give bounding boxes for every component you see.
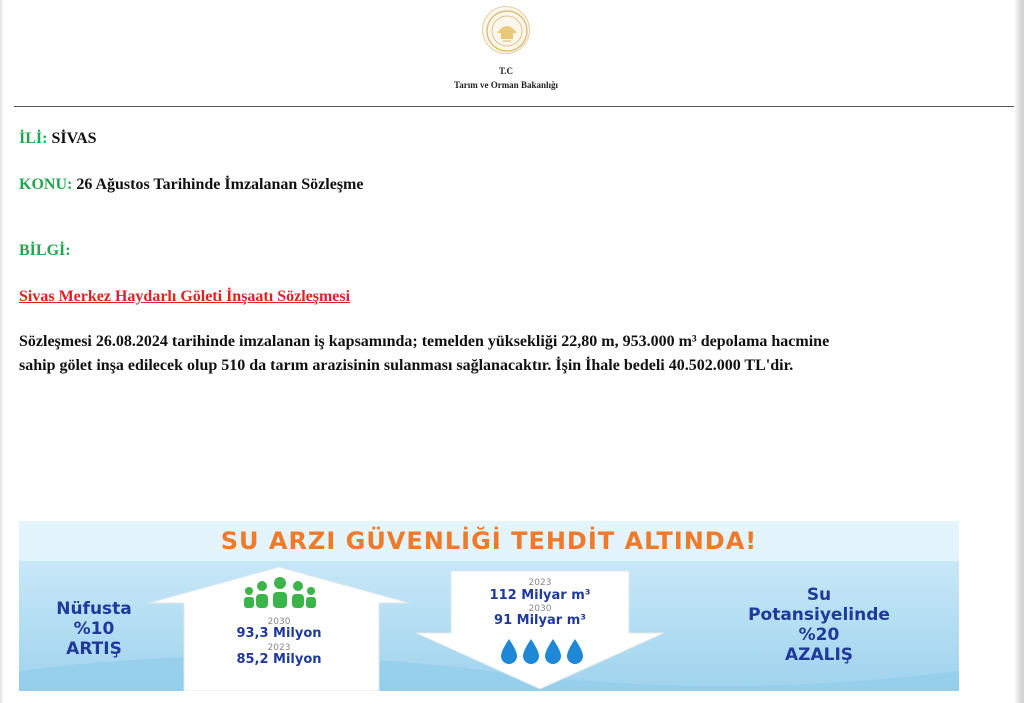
il-label: İLİ:: [19, 130, 48, 147]
water-potential-decrease-label: [694, 585, 944, 665]
header-divider: [14, 106, 1014, 107]
water-year-a: 2023: [528, 578, 552, 588]
water-value-b: 91 Milyar m³: [494, 613, 586, 628]
water-value-a: 112 Milyar m³: [489, 588, 591, 603]
population-value-a: 93,3 Milyon: [236, 626, 322, 641]
water-label-line: %20: [798, 625, 840, 645]
header-tc: T.C: [498, 66, 514, 76]
population-label-line: Nüfusta: [56, 599, 132, 619]
contract-title: Sivas Merkez Haydarlı Göleti İnşaatı Sözleşmesi: [19, 288, 351, 305]
population-value-b: 85,2 Milyon: [236, 652, 322, 667]
water-security-banner: [19, 521, 959, 691]
population-year-a: 2030: [267, 617, 291, 627]
banner-headline: SU ARZI GÜVENLİĞİ TEHDİT ALTINDA!: [220, 527, 758, 555]
bilgi-label: BİLGİ:: [19, 242, 71, 259]
water-label-line: Su: [806, 585, 832, 605]
population-label-line: %10: [73, 619, 115, 639]
body-paragraph: [19, 330, 1019, 378]
il-row: [19, 130, 97, 148]
population-label-line: ARTIŞ: [66, 639, 122, 659]
ministry-seal-logo: [482, 6, 530, 54]
water-label-line: Potansiyelinde: [748, 605, 890, 625]
body-line: sahip gölet inşa edilecek olup 510 da tarım arazisinin sulanması sağlanacaktır. İşin İhale bedeli 40.502.000 TL'dir.: [19, 357, 794, 374]
water-label-line: AZALIŞ: [784, 645, 854, 665]
body-line: Sözleşmesi 26.08.2024 tarihinde imzalanan iş kapsamında; temelden yüksekliği 22,80 m, 953.000 m³ depolama hacmine: [19, 333, 830, 350]
population-year-b: 2023: [267, 643, 291, 653]
water-year-b: 2030: [528, 604, 552, 614]
bilgi-row: [19, 242, 71, 260]
konu-value: 26 Ağustos Tarihinde İmzalanan Sözleşme: [76, 176, 364, 193]
letterhead: [0, 0, 1024, 110]
konu-label: KONU:: [19, 176, 73, 193]
population-increase-label: [19, 599, 169, 659]
il-value: SİVAS: [51, 130, 97, 147]
konu-row: [19, 176, 363, 194]
header-ministry: Tarım ve Orman Bakanlığı: [454, 80, 558, 90]
